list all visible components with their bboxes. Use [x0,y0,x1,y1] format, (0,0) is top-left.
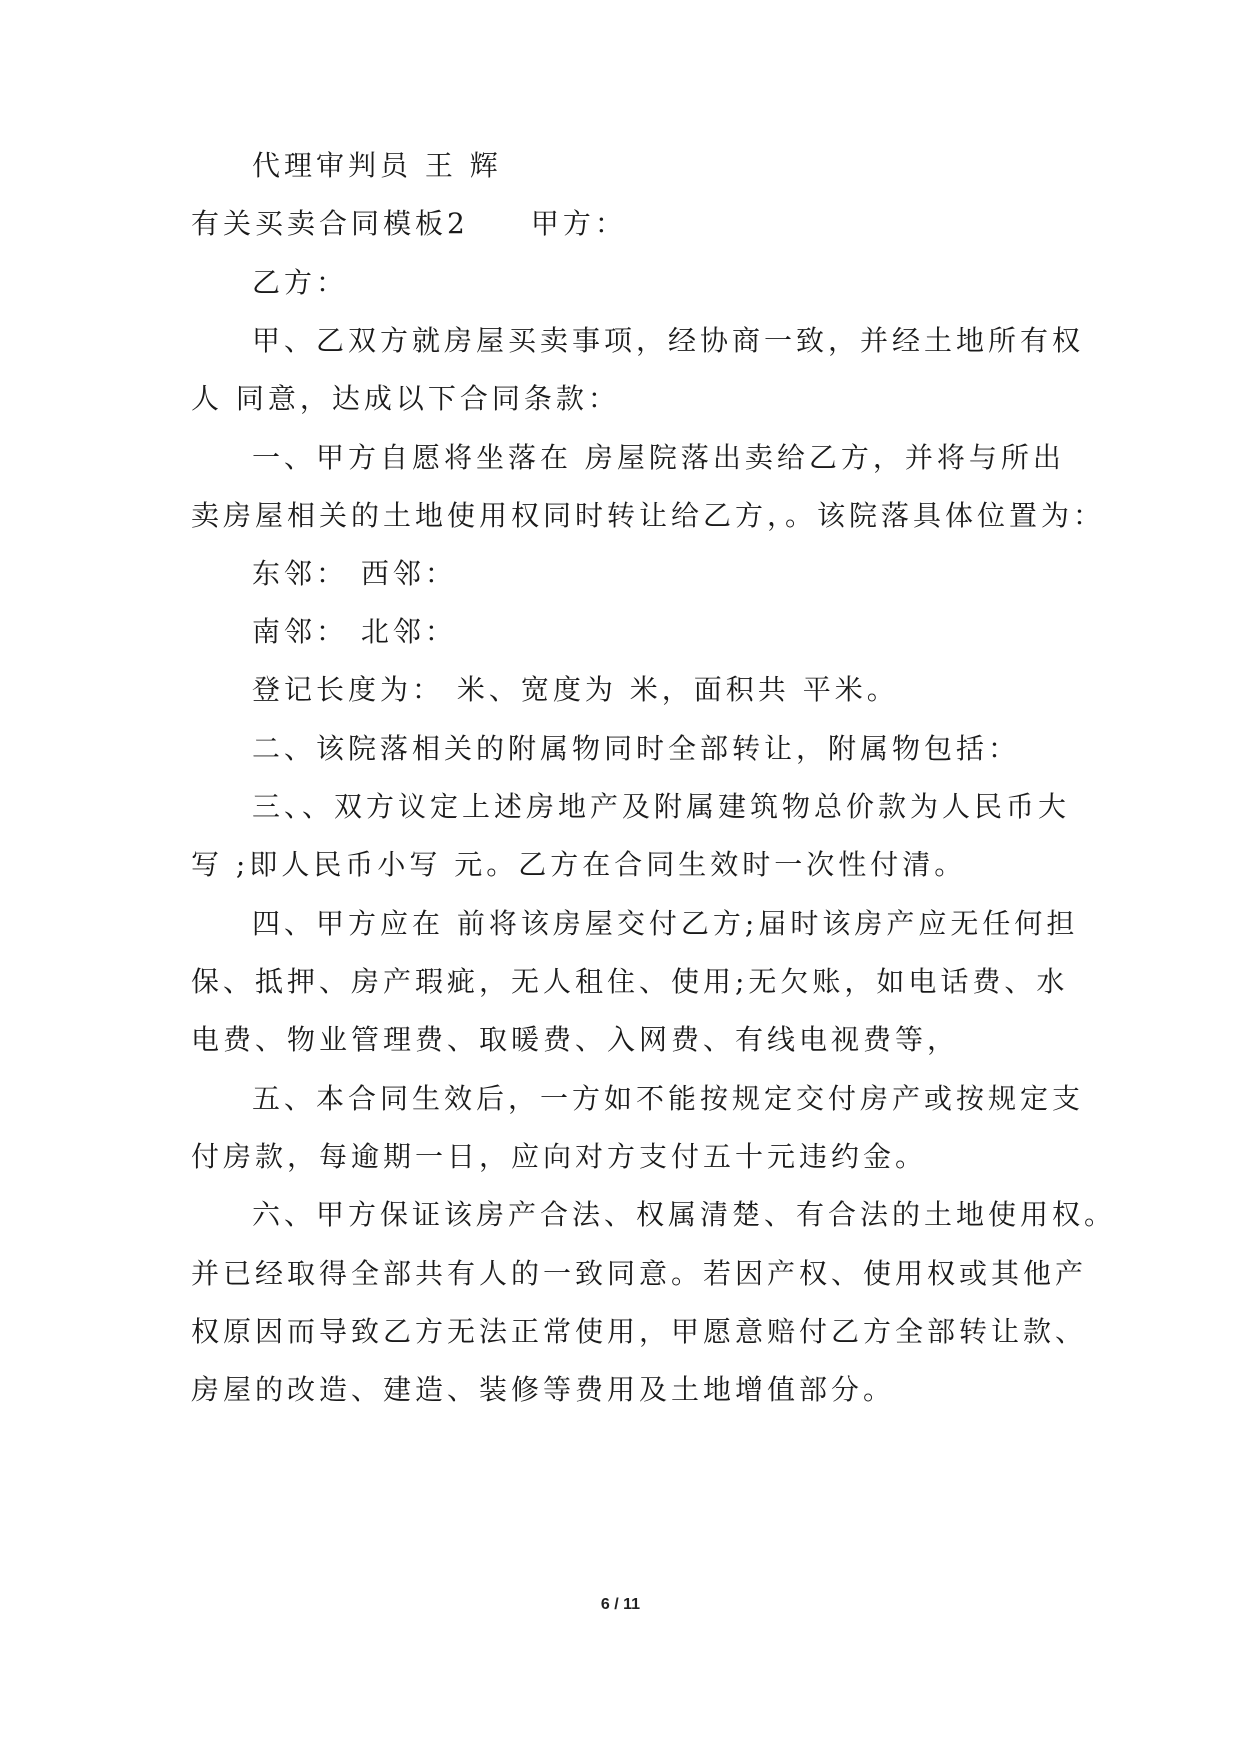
contract-title: 有关买卖合同模板2 [191,207,469,240]
paragraph-line: 房屋的改造、建造、装修等费用及土地增值部分。 [191,1373,896,1406]
neighbor-line: 南邻： 北邻： [252,615,457,648]
paragraph-line: 一、甲方自愿将坐落在 房屋院落出卖给乙方，并将与所出 [252,441,1065,474]
paragraph-line: 并已经取得全部共有人的一致同意。若因产权、使用权或其他产 [191,1257,1088,1290]
paragraph-line: 卖房屋相关的土地使用权同时转让给乙方，。该院落具体位置为： [191,499,1106,532]
contract-title-line [191,206,1071,242]
dimension-line: 登记长度为： 米、宽度为 米，面积共 平米。 [252,673,899,706]
paragraph-line: 三、、双方议定上述房地产及附属建筑物总价款为人民币大 [252,790,1071,823]
paragraph-line: 写 ;即人民币小写 元。乙方在合同生效时一次性付清。 [191,848,967,881]
paragraph-line: 人 同意，达成以下合同条款： [191,382,620,415]
paragraph-line: 五、本合同生效后，一方如不能按规定交付房产或按规定支 [252,1082,1085,1115]
party-b-label: 乙方： [252,266,349,299]
judge-line: 代理审判员 王 辉 [252,149,502,182]
paragraph-line: 保、抵押、房产瑕疵，无人租住、使用;无欠账，如电话费、水 [191,965,1069,998]
neighbor-line: 东邻： 西邻： [252,557,457,590]
paragraph-line: 权原因而导致乙方无法正常使用，甲愿意赔付乙方全部转让款、 [191,1315,1088,1348]
paragraph-line: 二、该院落相关的附属物同时全部转让，附属物包括： [252,732,1021,765]
paragraph-line: 甲、乙双方就房屋买卖事项，经协商一致，并经土地所有权 [252,324,1085,357]
paragraph-line: 付房款，每逾期一日，应向对方支付五十元违约金。 [191,1140,928,1173]
page-number: 6 / 11 [600,1596,641,1613]
paragraph-line: 电费、物业管理费、取暖费、入网费、有线电视费等， [191,1023,960,1056]
paragraph-line: 四、甲方应在 前将该房屋交付乙方;届时该房产应无任何担 [252,907,1079,940]
paragraph-line: 六、甲方保证该房产合法、权属清楚、有合法的土地使用权。 [252,1198,1117,1231]
party-a-label: 甲方： [530,207,627,240]
